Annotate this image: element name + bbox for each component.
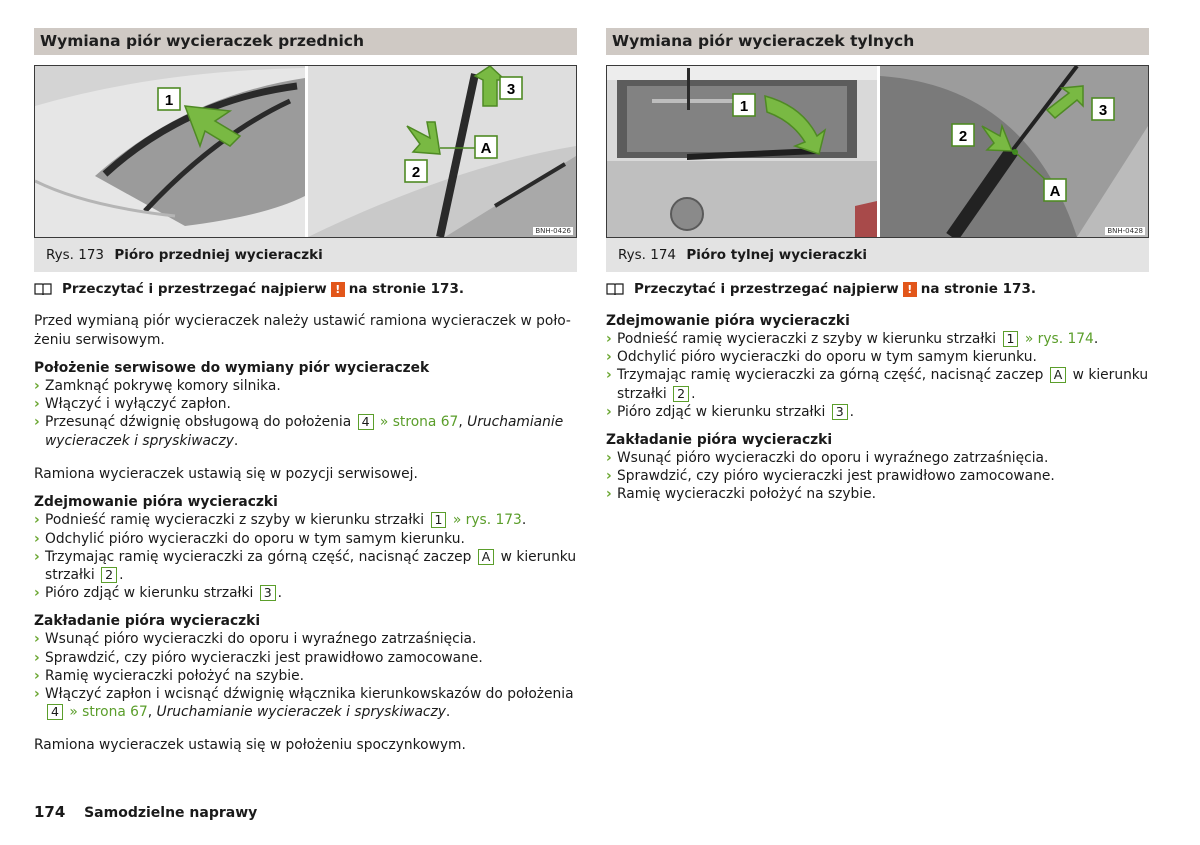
svg-text:2: 2: [411, 164, 421, 181]
right-column: [606, 28, 1149, 504]
list-item: › Ramię wycieraczki położyć na szybie.: [34, 667, 304, 684]
callout-2: [405, 160, 427, 182]
list-item: › Pióro zdjąć w kierunku strzałki 3 .: [606, 403, 855, 420]
warning-icon: !: [331, 282, 345, 297]
list-item: › Ramię wycieraczki położyć na szybie.: [606, 486, 876, 503]
svg-text:1: 1: [164, 92, 174, 109]
page-link[interactable]: » strona 67: [379, 414, 459, 431]
list-item: › Odchylić pióro wycieraczki do oporu w tym samym kierunku.: [606, 349, 1037, 366]
figure-code: BNH-0426: [535, 227, 571, 235]
list-item: › Włączyć i wyłączyć zapłon.: [34, 396, 231, 413]
caption-number: Rys. 173: [46, 247, 105, 263]
note-page-ref[interactable]: na stronie 173.: [920, 281, 1036, 297]
page-link[interactable]: » strona 67: [69, 704, 148, 721]
callout-2: [952, 124, 974, 146]
list-item: › Sprawdzić, czy pióro wycieraczki jest prawidłowo zamocowane.: [606, 468, 1055, 485]
svg-text:A: A: [480, 140, 492, 157]
left-column: [34, 28, 577, 755]
figure-code: BNH-0428: [1107, 227, 1143, 235]
intro-paragraph: Przed wymianą piór wycieraczek należy ustawić ramiona wycieraczek w poło- żeniu serwisowym.: [34, 313, 571, 348]
caption-title: Pióro przedniej wycieraczki: [114, 247, 323, 263]
removal-heading: Zdejmowanie pióra wycieraczki: [34, 494, 278, 511]
caption-title: Pióro tylnej wycieraczki: [686, 247, 868, 263]
read-first-note: [34, 281, 577, 297]
section-header: Wymiana piór wycieraczek przednich: [34, 28, 577, 55]
installation-steps: [34, 630, 577, 721]
svg-text:1: 1: [739, 98, 749, 115]
caption-number: Rys. 174: [618, 247, 677, 263]
svg-text:3: 3: [506, 81, 516, 98]
chapter-title: Samodzielne naprawy: [84, 805, 258, 821]
svg-text:2: 2: [958, 128, 968, 145]
installation-steps: [606, 449, 1149, 504]
list-item: › Zamknąć pokrywę komory silnika.: [34, 378, 281, 394]
warning-icon: !: [903, 282, 917, 297]
figure-link[interactable]: » rys. 173: [452, 512, 522, 529]
rear-wiper-illustration: [607, 66, 1148, 237]
section-header: Wymiana piór wycieraczek tylnych: [606, 28, 1149, 55]
list-item: › Pióro zdjąć w kierunku strzałki 3 .: [34, 585, 283, 602]
list-item: › Odchylić pióro wycieraczki do oporu w tym samym kierunku.: [34, 530, 465, 547]
front-wiper-illustration: [35, 66, 576, 237]
read-first-note: [606, 281, 1149, 297]
list-item: › Sprawdzić, czy pióro wycieraczki jest prawidłowo zamocowane.: [34, 649, 483, 666]
list-item: › Wsunąć pióro wycieraczki do oporu i wyraźnego zatrzaśnięcia.: [34, 631, 477, 648]
installation-heading: Zakładanie pióra wycieraczki: [606, 432, 833, 449]
note-page-ref[interactable]: na stronie 173.: [348, 281, 464, 297]
figure-caption: [34, 238, 577, 272]
list-item: › Wsunąć pióro wycieraczki do oporu i wyraźnego zatrzaśnięcia.: [606, 450, 1049, 467]
callout-3: [1092, 98, 1114, 120]
removal-steps: [34, 511, 577, 602]
removal-steps: [606, 330, 1149, 421]
list-item: › Trzymając ramię wycieraczki za górną część, nacisnąć zaczep A w kierunku strzałki 2 .: [606, 367, 1149, 402]
callout-1: [733, 94, 755, 116]
callout-A: [475, 136, 497, 158]
service-position-steps: [34, 377, 577, 450]
svg-text:A: A: [1049, 183, 1061, 200]
figure-rear-wiper: [606, 65, 1149, 238]
list-item: › Podnieść ramię wycieraczki z szyby w kierunku strzałki 1 » rys. 173.: [34, 512, 527, 529]
callout-1: [158, 88, 180, 110]
figure-link[interactable]: » rys. 174: [1024, 331, 1094, 347]
svg-text:3: 3: [1098, 102, 1108, 119]
closing-paragraph: Ramiona wycieraczek ustawią się w położeniu spoczynkowym.: [34, 737, 466, 754]
service-result: Ramiona wycieraczek ustawią się w pozycji serwisowej.: [34, 465, 418, 482]
note-text: Przeczytać i przestrzegać najpierw: [62, 281, 327, 297]
list-item: › Przesunąć dźwignię obsługową do położenia 4 » strona 67, Uruchamianie wycieraczek i spryskiwaczy.: [34, 414, 564, 449]
list-item: › Włączyć zapłon i wcisnąć dźwignię włącznika kierunkowskazów do położenia 4 » strona 67, Uruchamianie wycieraczek i spryskiwaczy.: [34, 685, 574, 721]
figure-caption: [606, 238, 1149, 272]
figure-front-wiper: [34, 65, 577, 238]
service-position-heading: Położenie serwisowe do wymiany piór wycieraczek: [34, 360, 430, 376]
list-item: › Podnieść ramię wycieraczki z szyby w kierunku strzałki 1 » rys. 174.: [606, 331, 1099, 347]
removal-heading: Zdejmowanie pióra wycieraczki: [606, 313, 850, 329]
callout-3: [500, 77, 522, 99]
installation-heading: Zakładanie pióra wycieraczki: [34, 613, 261, 630]
page-footer: [34, 803, 257, 821]
position-box: 4: [358, 414, 374, 430]
book-icon: [34, 282, 52, 296]
note-text: Przeczytać i przestrzegać najpierw: [634, 281, 899, 297]
page-number: 174: [34, 803, 66, 821]
list-item: › Trzymając ramię wycieraczki za górną część, nacisnąć zaczep A w kierunku strzałki 2 .: [34, 548, 577, 583]
book-icon: [606, 282, 624, 296]
callout-A: [1044, 179, 1066, 201]
